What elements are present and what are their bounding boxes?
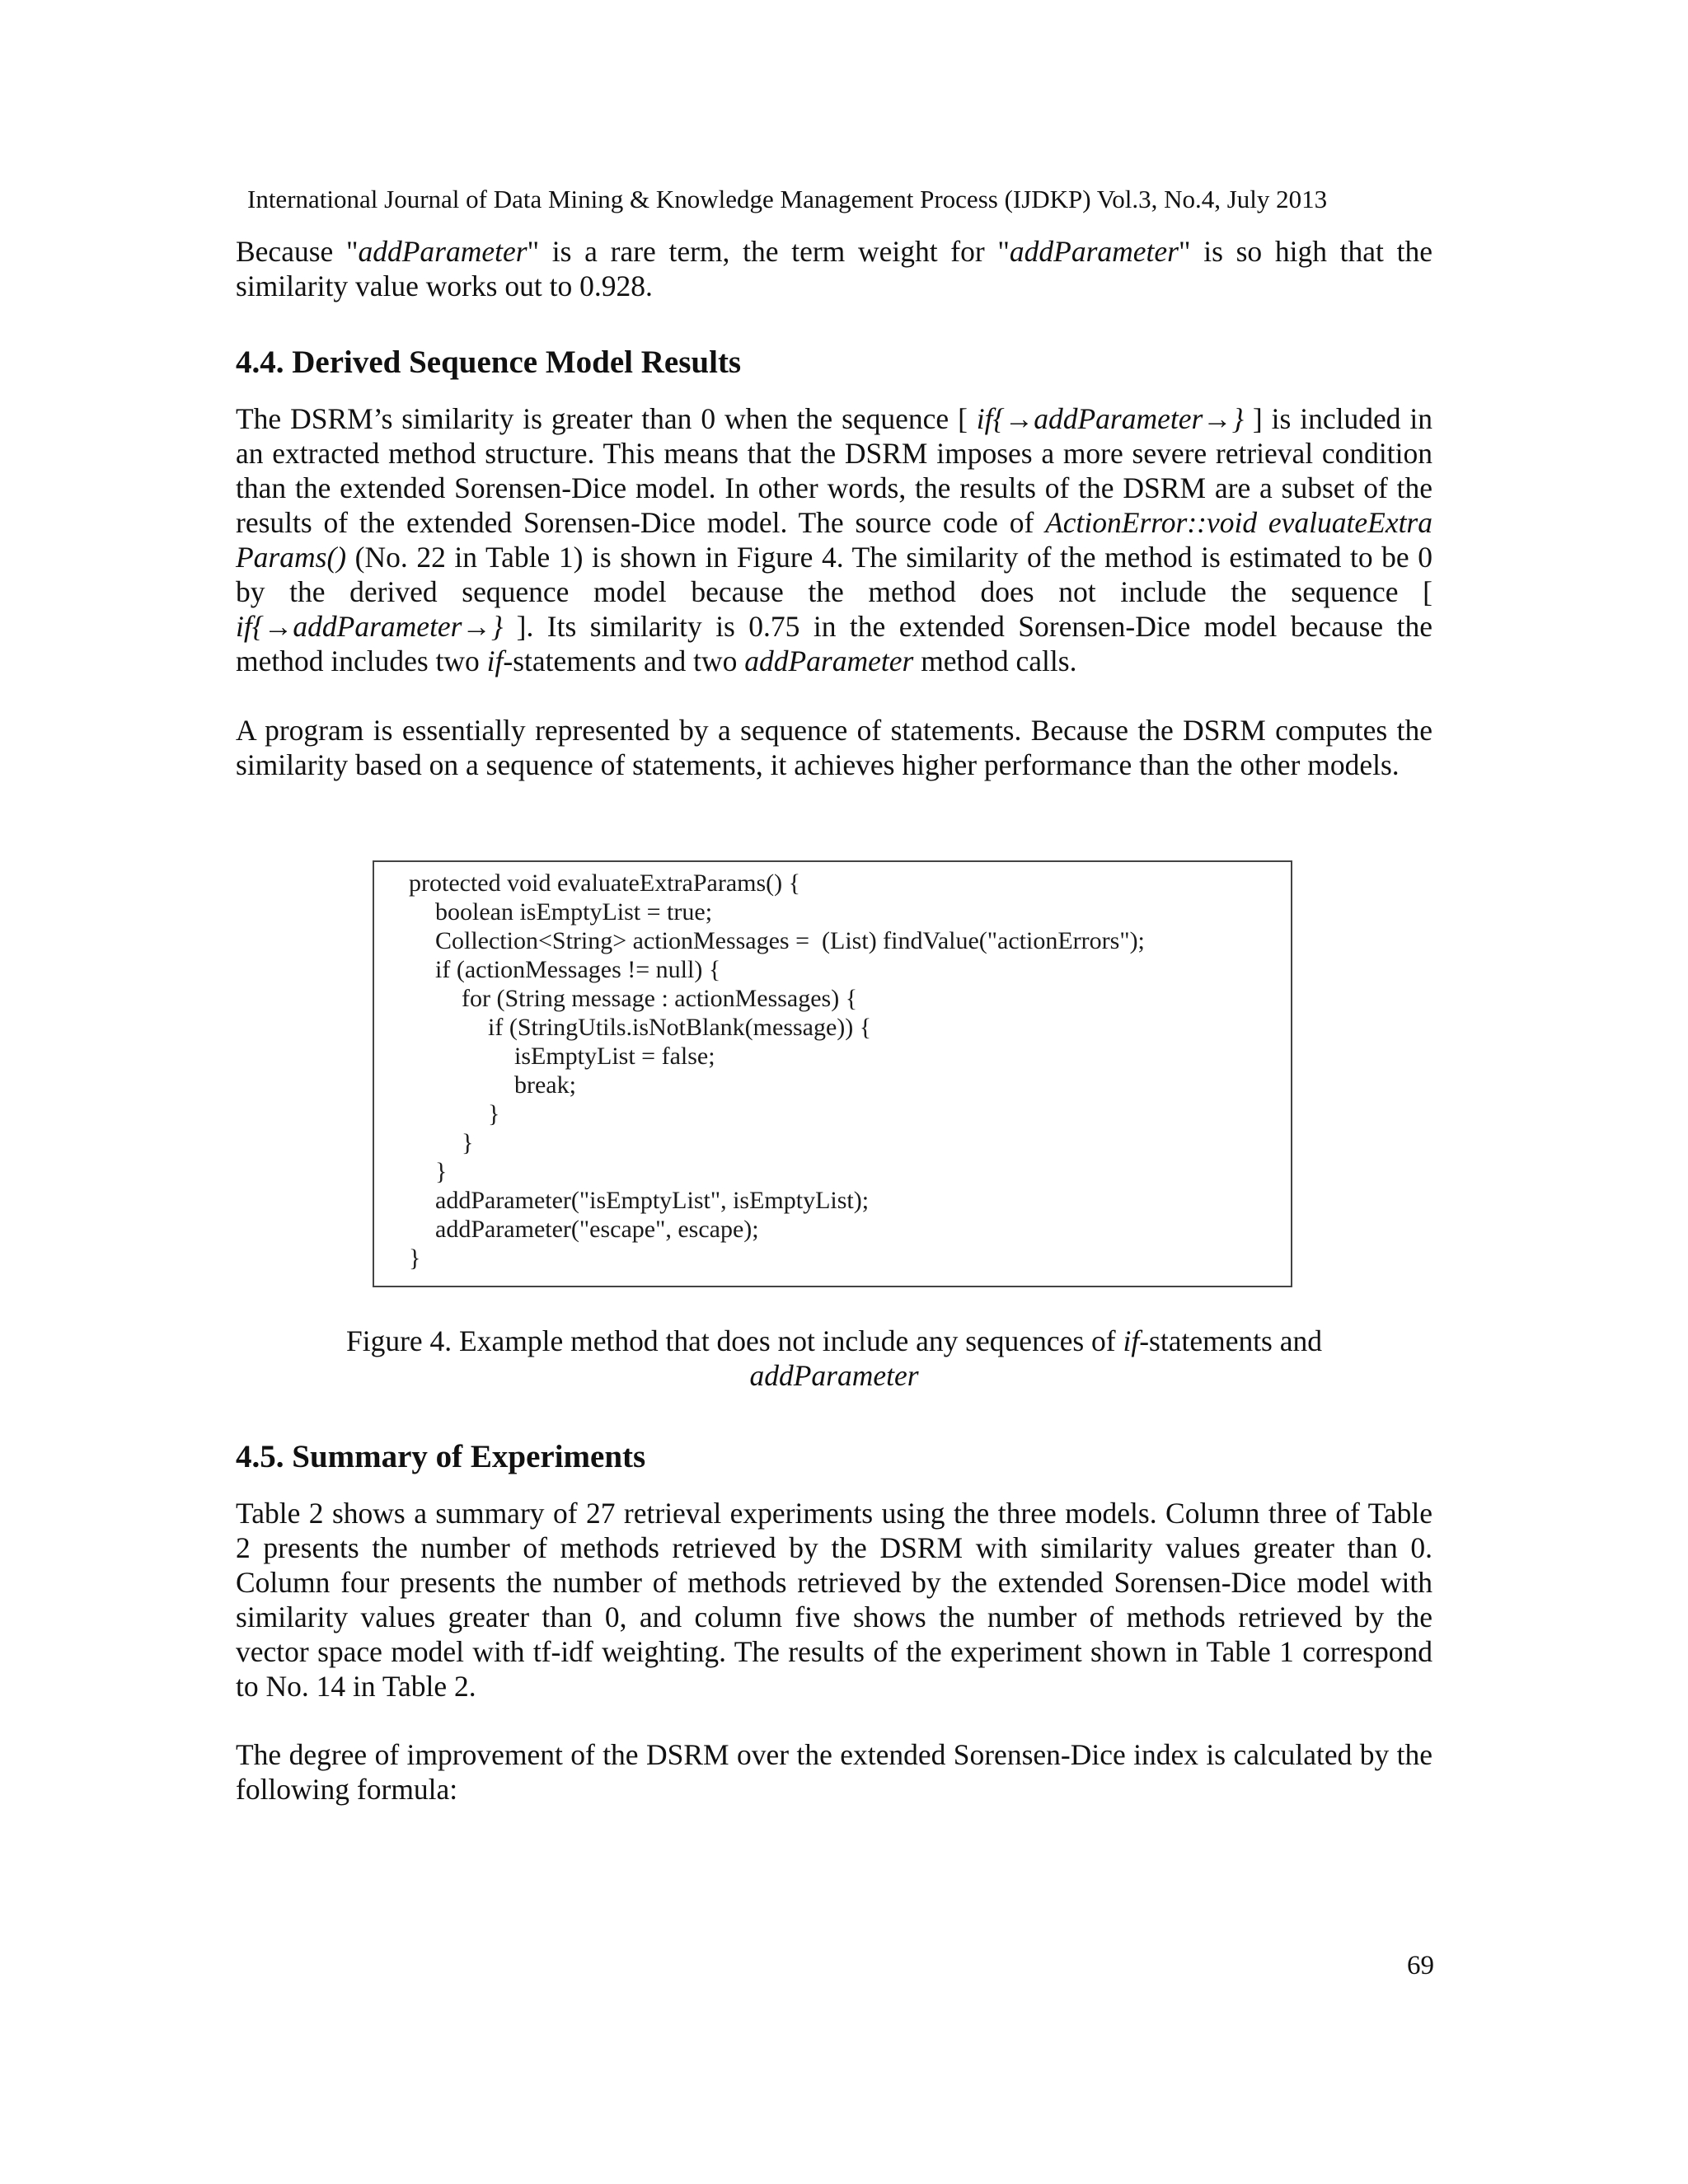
p1-method-name: ActionError::void evaluateExtra Params()	[236, 506, 1432, 574]
section-4-5-paragraph-2: The degree of improvement of the DSRM over the extended Sorensen-Dice index is calculated by the following formula:	[236, 1738, 1432, 1806]
code-line: if (StringUtils.isNotBlank(message)) {	[488, 1014, 872, 1041]
section-heading-4-5: 4.5. Summary of Experiments	[236, 1439, 646, 1474]
code-line: }	[409, 1244, 421, 1272]
page-number: 69	[1407, 1951, 1434, 1980]
journal-header: International Journal of Data Mining & Knowledge Management Process (IJDKP) Vol.3, No.4, July 2013	[247, 185, 1328, 213]
p1-text-c: (No. 22 in Table 1) is shown in Figure 4. The similarity of the method is estimated to be 0 by the derived sequence model because the method does not include the sequence [	[236, 541, 1432, 608]
p1-sequence-2: if{→addParameter→}	[236, 610, 504, 643]
code-line: addParameter("isEmptyList", isEmptyList);	[435, 1187, 870, 1214]
code-line: addParameter("escape", escape);	[435, 1216, 759, 1243]
code-line: }	[435, 1158, 448, 1185]
caption-text-b: -statements and	[1139, 1324, 1323, 1357]
code-line: for (String message : actionMessages) {	[462, 985, 858, 1012]
section-heading-4-4: 4.4. Derived Sequence Model Results	[236, 344, 742, 380]
code-line: boolean isEmptyList = true;	[435, 898, 713, 926]
intro-term-2: addParameter	[1009, 235, 1179, 268]
p1-sequence-1: if{→addParameter→}	[976, 402, 1244, 435]
caption-addparameter-term: addParameter	[749, 1359, 919, 1392]
code-line: }	[462, 1129, 474, 1156]
section-4-5-paragraph-1: Table 2 shows a summary of 27 retrieval experiments using the three models. Column three of Table 2 presents the number of methods retrieved by the DSRM with similarity values greater than 0. Column four presents the number of methods retrieved by the extended Sorensen-Dice model with similarity values greater than 0, and column five shows the number of methods retrieved by the vector space model with tf-idf weighting. The results of the experiment shown in Table 1 correspond to No. 14 in Table 2.	[236, 1497, 1432, 1703]
intro-text-2: " is a rare term, the term weight for "	[527, 235, 1010, 268]
p1-text-f: method calls.	[913, 644, 1077, 677]
code-line: }	[488, 1100, 500, 1127]
figure-4-caption-line-2	[236, 1358, 1432, 1393]
figure-4-code-listing	[373, 860, 1292, 1287]
code-line: break;	[514, 1071, 576, 1099]
caption-if-term: if	[1123, 1324, 1140, 1357]
intro-text-3: " is so high that the similarity value works out to 0.928.	[236, 235, 1432, 302]
p1-text-a: The DSRM’s similarity is greater than 0 when the sequence [	[236, 402, 977, 435]
section-4-4-paragraph-2: A program is essentially represented by a sequence of statements. Because the DSRM computes the similarity based on a sequence of statements, it achieves higher performance than the other models.	[236, 714, 1432, 781]
code-line: isEmptyList = false;	[514, 1043, 715, 1070]
p1-if-term: if	[486, 644, 504, 677]
section-4-4-paragraph-1	[236, 401, 1432, 678]
caption-text-a: Figure 4. Example method that does not include any sequences of	[345, 1324, 1123, 1357]
intro-text-1: Because "	[236, 235, 359, 268]
intro-paragraph	[236, 234, 1432, 303]
p1-text-b: ] is included in an extracted method structure. This means that the DSRM imposes a more severe retrieval condition than the extended Sorensen-Dice model. In other words, the results of the DSRM are a subset of the results of the extended Sorensen-Dice model. The source code of	[236, 402, 1432, 539]
p1-text-d: ]. Its similarity is 0.75 in the extended Sorensen-Dice model because the method includes two	[236, 610, 1432, 677]
intro-term-1: addParameter	[358, 235, 528, 268]
code-line: if (actionMessages != null) {	[435, 956, 721, 983]
figure-4-caption-line-1	[236, 1324, 1432, 1358]
code-line: Collection<String> actionMessages = (List) findValue("actionErrors");	[435, 927, 1145, 954]
code-line: protected void evaluateExtraParams() {	[409, 869, 801, 897]
p1-text-e: -statements and two	[503, 644, 745, 677]
p1-addparameter-term: addParameter	[744, 644, 914, 677]
